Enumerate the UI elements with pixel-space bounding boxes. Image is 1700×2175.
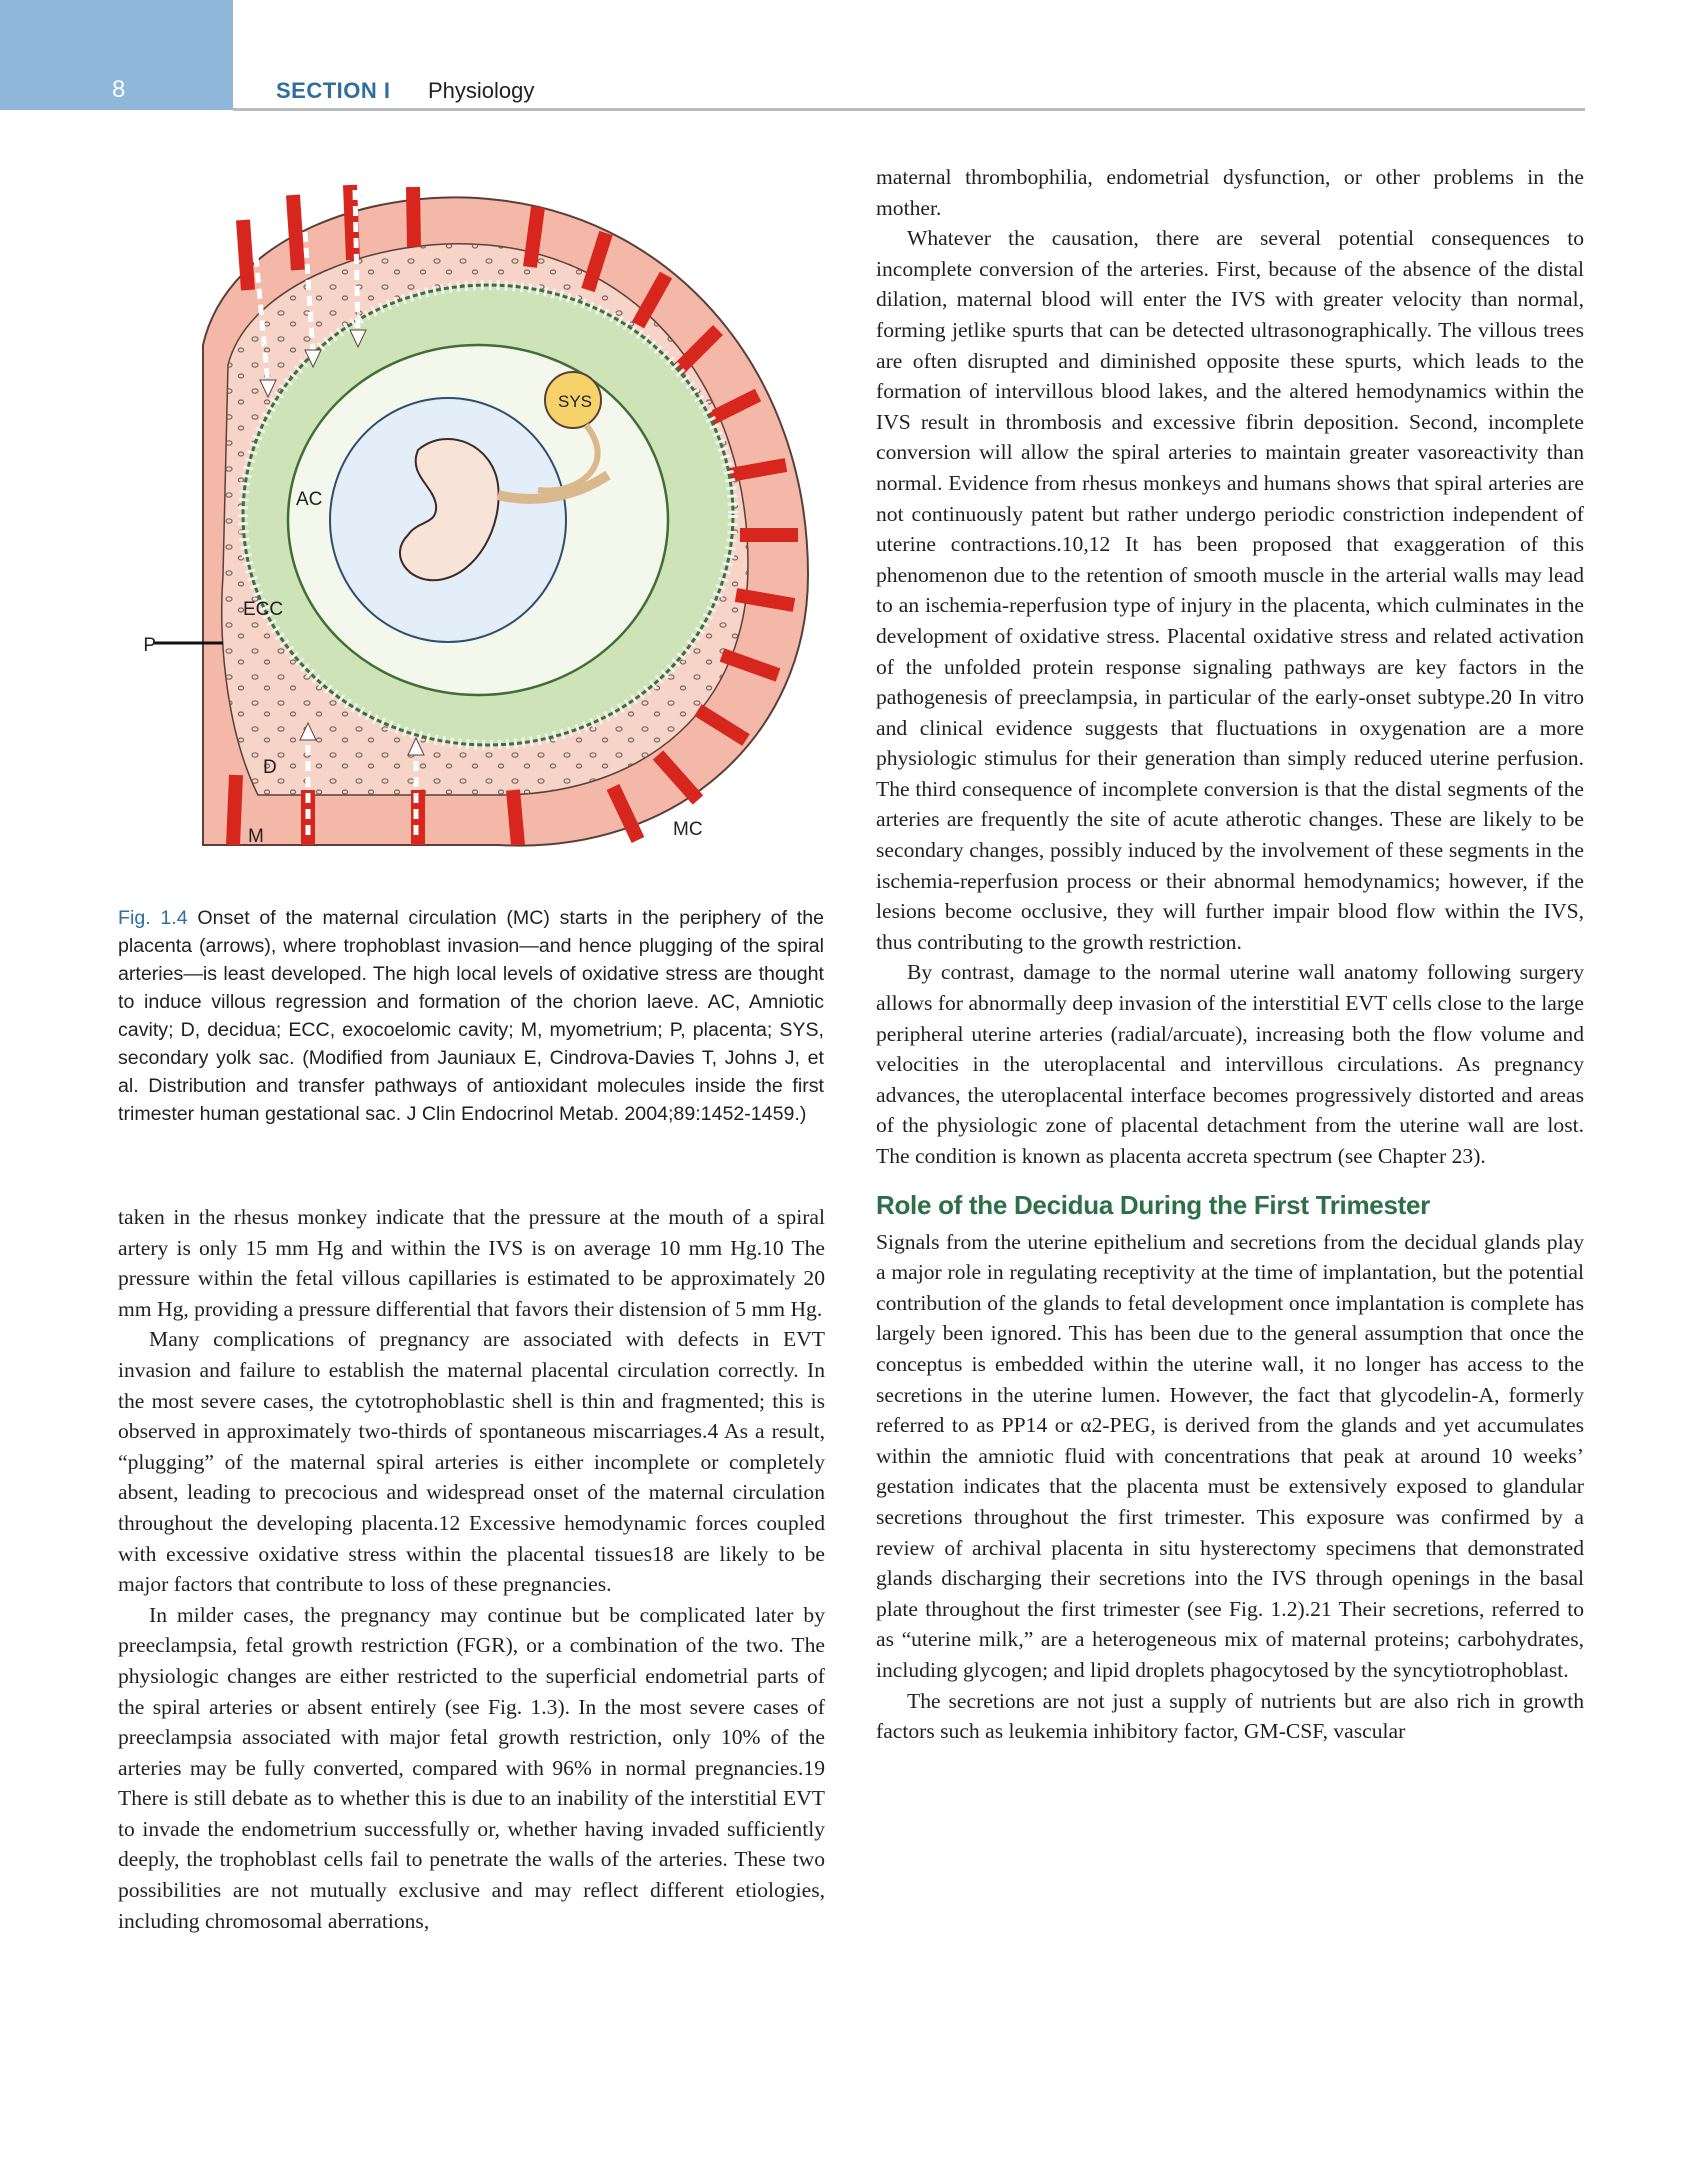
right-text-column	[876, 162, 1584, 1747]
paragraph: The secretions are not just a supply of nutrients but are also rich in growth factors such as leukemia inhibitory factor, GM-CSF, vascular	[876, 1688, 1584, 1744]
section-heading: Role of the Decidua During the First Trimester	[876, 1189, 1430, 1220]
paragraph: maternal thrombophilia, endometrial dysfunction, or other problems in the mother.	[876, 165, 1584, 220]
figure-gestational-sac	[118, 175, 838, 875]
figure-caption	[118, 904, 824, 1128]
figure-caption-label: Fig. 1.4	[118, 907, 188, 929]
left-text-column	[118, 1202, 825, 1936]
label-d: D	[263, 757, 277, 778]
page-number: 8	[112, 76, 126, 103]
label-p: P	[143, 635, 156, 656]
figure-caption-text: Onset of the maternal circulation (MC) starts in the periphery of the placenta (arrows), where trophoblast invasion—and hence plugging of the spiral arteries—is least developed. The high local levels of oxidative stress are thought to induce villous regression and formation of the chorion laeve. AC, Amniotic cavity; D, decidua; ECC, exocoelomic cavity; M, myometrium; P, placenta; SYS, secondary yolk sac. (Modified from Jauniaux E, Cindrova-Davies T, Johns J, et al. Distribution and transfer pathways of antioxidant molecules inside the first trimester human gestational sac. J Clin Endocrinol Metab. 2004;89:1452-1459.)	[118, 907, 824, 1125]
label-ecc: ECC	[243, 599, 284, 620]
label-ac: AC	[296, 489, 323, 510]
label-sys: SYS	[558, 392, 593, 411]
section-label: SECTION I	[276, 78, 391, 103]
gestational-sac-illustration	[118, 175, 838, 875]
paragraph: taken in the rhesus monkey indicate that the pressure at the mouth of a spiral artery is only 15 mm Hg and within the IVS is on average 10 mm Hg.10 The pressure within the fetal villous capillaries is estimated to be approximately 20 mm Hg, providing a pressure differential that favors their distension of 5 mm Hg.	[118, 1205, 825, 1321]
paragraph: By contrast, damage to the normal uterine wall anatomy following surgery allows for abnormally deep invasion of the interstitial EVT cells close to the large peripheral uterine arteries (radial/arcuate), increasing both the flow volume and velocities in the uteroplacental and intervillous circulations. As pregnancy advances, the uteroplacental interface becomes progressively distorted and areas of the physiologic zone of placental detachment from the uterine wall are lost. The condition is known as placenta accreta spectrum (see Chapter 23).	[876, 960, 1584, 1168]
paragraph: In milder cases, the pregnancy may continue but be complicated later by preeclampsia, fetal growth restriction (FGR), or a combination of the two. The physiologic changes are either restricted to the superficial endometrial parts of the spiral arteries or absent entirely (see Fig. 1.3). In the most severe cases of preeclampsia associated with major fetal growth restriction, only 10% of the arteries may be fully converted, compared with 96% in normal pregnancies.19 There is still debate as to whether this is due to an inability of the interstitial EVT to invade the endometrium successfully or, whether having invaded sufficiently deeply, the trophoblast cells fail to penetrate the walls of the arteries. These two possibilities are not mutually exclusive and may reflect different etiologies, including chromosomal aberrations,	[118, 1602, 825, 1933]
paragraph: Whatever the causation, there are several potential consequences to incomplete conversion of the arteries. First, because of the absence of the distal dilation, maternal blood will enter the IVS with greater velocity than normal, forming jetlike spurts that can be detected ultrasonographically. The villous trees are often disrupted and diminished opposite these spurts, which leads to the formation of intervillous blood lakes, and the altered hemodynamics within the IVS result in thrombosis and excessive fibrin deposition. Second, incomplete conversion will allow the spiral arteries to maintain greater vasoreactivity than normal. Evidence from rhesus monkeys and humans shows that spiral arteries are not continuously patent but rather undergo periodic constriction independent of uterine contractions.10,12 It has been proposed that exaggeration of this phenomenon due to the retention of smooth muscle in the arterial walls may lead to an ischemia-reperfusion type of injury in the placenta, which culminates in the development of oxidative stress. Placental oxidative stress and related activation of the unfolded protein response signaling pathways are key factors in the pathogenesis of preeclampsia, in particular of the early-onset subtype.20 In vitro and clinical evidence suggests that fluctuations in oxygenation are a more physiologic stimulus for their generation than simply reduced uterine perfusion. The third consequence of incomplete conversion is that the distal segments of the arteries are frequently the site of acute atherotic changes. These are likely to be secondary changes, possibly induced by the involvement of these segments in the ischemia-reperfusion process or their abnormal hemodynamics; however, if the lesions become occlusive, they will further impair blood flow within the IVS, thus contributing to the growth restriction.	[876, 226, 1584, 954]
label-m: M	[248, 826, 264, 847]
label-mc: MC	[673, 819, 703, 840]
header-rule	[233, 108, 1585, 111]
paragraph: Many complications of pregnancy are associated with defects in EVT invasion and failure to establish the maternal placental circulation correctly. In the most severe cases, the cytotrophoblastic shell is thin and fragmented; this is observed in approximately two-thirds of spontaneous miscarriages.4 As a result, “plugging” of the maternal spiral arteries is either incomplete or completely absent, leading to precocious and widespread onset of the maternal circulation throughout the developing placenta.12 Excessive hemodynamic forces coupled with excessive oxidative stress within the placental tissues18 are likely to be major factors that contribute to loss of these pregnancies.	[118, 1327, 825, 1597]
paragraph: Signals from the uterine epithelium and secretions from the decidual glands play a major role in regulating receptivity at the time of implantation, but the potential contribution of the glands to fetal development once implantation is complete has largely been ignored. This has been due to the general assumption that once the conceptus is embedded within the uterine wall, it no longer has access to the secretions in the uterine lumen. However, the fact that glycodelin-A, formerly referred to as PP14 or α2-PEG, is derived from the glands and yet accumulates within the amniotic fluid with concentrations that peak at around 10 weeks’ gestation indicates that the placenta must be extensively exposed to glandular secretions throughout the first trimester. This exposure was confirmed by a review of archival placenta in situ hysterectomy specimens that demonstrated glands discharging their secretions into the IVS through openings in the basal plate throughout the first trimester (see Fig. 1.2).21 Their secretions, referred to as “uterine milk,” are a heterogeneous mix of maternal proteins; carbohydrates, including glycogen; and lipid droplets phagocytosed by the syncytiotrophoblast.	[876, 1229, 1584, 1682]
section-title: Physiology	[428, 78, 535, 103]
